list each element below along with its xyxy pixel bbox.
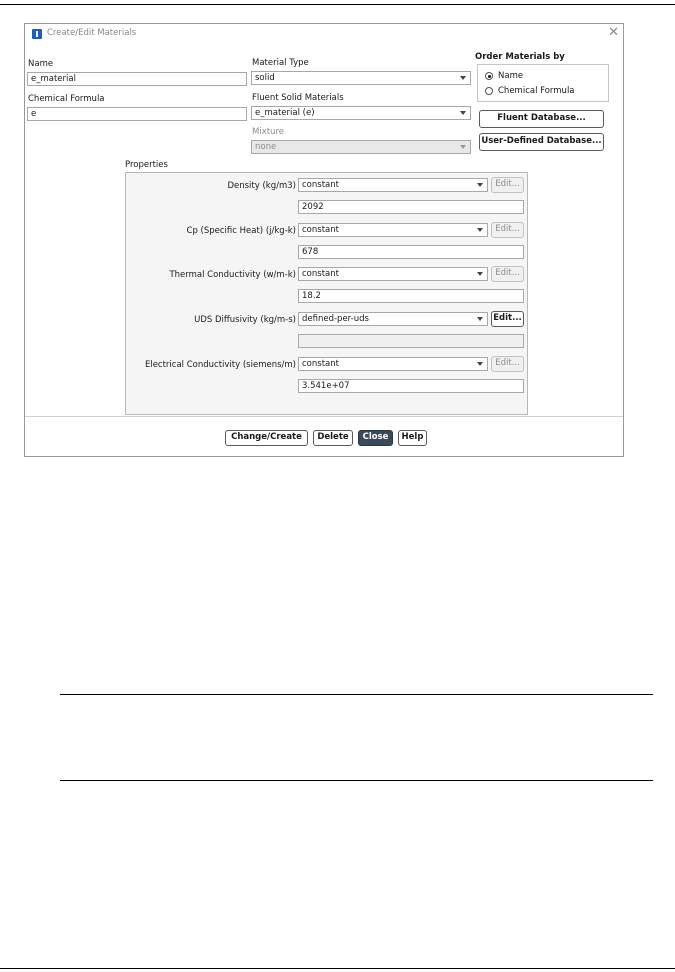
thermal-conductivity-value-input[interactable] [298,289,524,303]
density-method-value: constant [302,180,339,190]
properties-label: Properties [125,160,168,170]
chevron-down-icon [460,76,466,80]
cp-method-value: constant [302,225,339,235]
window-title: Create/Edit Materials [47,28,137,38]
cp-value-input[interactable] [298,245,524,259]
footer-divider [25,416,623,417]
properties-panel [125,172,528,415]
cp-edit-button: Edit... [491,222,524,238]
cp-method-dropdown[interactable] [298,223,488,237]
uds-diffusivity-method-value: defined-per-uds [302,314,369,324]
chevron-down-icon [460,111,466,115]
order-materials-group [477,64,609,102]
fluent-app-icon [32,29,42,39]
fluent-database-button[interactable]: Fluent Database... [479,110,604,128]
chevron-down-icon [477,317,483,321]
material-type-value: solid [255,73,275,83]
density-value-input[interactable] [298,200,524,214]
close-icon[interactable]: ✕ [608,25,619,40]
separator-rule-bottom [60,780,653,781]
name-label: Name [28,59,54,69]
fluent-solid-materials-label: Fluent Solid Materials [252,93,344,103]
create-edit-materials-dialog [24,23,624,457]
uds-diffusivity-method-dropdown[interactable] [298,312,488,326]
thermal-conductivity-method-value: constant [302,269,339,279]
chevron-down-icon [477,272,483,276]
density-edit-button: Edit... [491,177,524,193]
fluent-solid-materials-value: e_material (e) [255,108,315,118]
order-by-formula-radio[interactable] [485,87,493,95]
chevron-down-icon [460,145,466,149]
title-bar [25,24,623,44]
cp-label: Cp (Specific Heat) (j/kg-k) [186,226,296,236]
chemical-formula-input[interactable] [27,107,247,121]
separator-rule-top [60,694,653,695]
fluent-solid-materials-dropdown[interactable] [251,106,471,120]
thermal-conductivity-method-dropdown[interactable] [298,267,488,281]
material-type-label: Material Type [252,58,309,68]
order-by-name-label[interactable]: Name [498,71,524,81]
help-button[interactable]: Help [398,430,427,446]
chemical-formula-label: Chemical Formula [28,94,105,104]
density-method-dropdown[interactable] [298,178,488,192]
mixture-label: Mixture [252,127,284,137]
electrical-conductivity-method-dropdown[interactable] [298,357,488,371]
footer-rule [0,968,675,969]
electrical-conductivity-method-value: constant [302,359,339,369]
electrical-conductivity-edit-button: Edit... [491,356,524,372]
header-rule [0,4,675,5]
mixture-dropdown [251,140,471,154]
chevron-down-icon [477,183,483,187]
chevron-down-icon [477,228,483,232]
mixture-value: none [255,142,277,152]
order-by-name-radio[interactable] [485,72,493,80]
name-input[interactable] [27,72,247,86]
uds-diffusivity-edit-button[interactable]: Edit... [491,311,524,327]
order-by-formula-label[interactable]: Chemical Formula [498,86,575,96]
chevron-down-icon [477,362,483,366]
change-create-button[interactable]: Change/Create [225,430,308,446]
density-label: Density (kg/m3) [227,181,296,191]
electrical-conductivity-label: Electrical Conductivity (siemens/m) [144,360,296,370]
thermal-conductivity-label: Thermal Conductivity (w/m-k) [169,270,296,280]
thermal-conductivity-edit-button: Edit... [491,266,524,282]
close-button[interactable]: Close [358,430,393,446]
delete-button[interactable]: Delete [313,430,353,446]
uds-diffusivity-value-input [298,334,524,348]
user-defined-database-button[interactable]: User-Defined Database... [479,133,604,151]
electrical-conductivity-value-input[interactable] [298,379,524,393]
uds-diffusivity-label: UDS Diffusivity (kg/m-s) [194,315,296,325]
order-materials-label: Order Materials by [475,52,565,62]
material-type-dropdown[interactable] [251,71,471,85]
